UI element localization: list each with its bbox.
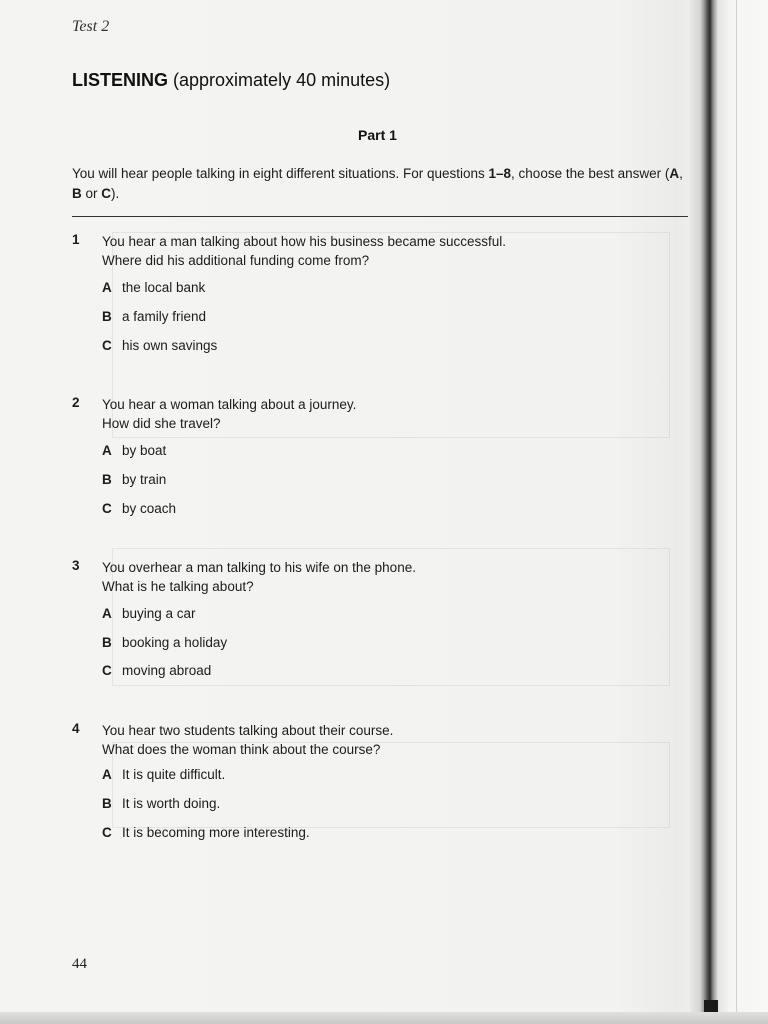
option-a[interactable] [102,767,225,782]
question-prompt-line-2: Where did his additional funding come from? [102,253,370,268]
question-number: 4 [72,721,80,736]
option-letter: B [102,309,112,324]
option-letter: C [102,825,112,840]
option-letter: C [102,663,112,678]
bottom-edge-shadow [0,1012,768,1024]
option-c[interactable] [102,663,211,678]
option-c[interactable] [102,501,176,516]
option-text: It is worth doing. [122,796,221,811]
question-prompt-line-1: You hear a woman talking about a journey. [102,397,357,412]
option-c[interactable] [102,338,217,353]
instructions-sep-2: or [81,186,102,201]
option-text: by boat [122,443,167,458]
option-text: moving abroad [122,663,212,678]
question-prompt [102,232,506,270]
question-number: 1 [72,232,80,247]
question-prompt [102,395,356,433]
option-letter: B [102,796,112,811]
question-prompt-line-1: You hear two students talking about their course. [102,723,394,738]
option-text: buying a car [122,606,196,621]
question-prompt-line-2: What is he talking about? [102,579,254,594]
instructions-option-a: A [669,166,680,181]
option-text: booking a holiday [122,635,228,650]
spine-cap [704,1000,718,1012]
instructions-sep-1: , [679,166,683,181]
running-head: Test 2 [72,18,110,35]
instructions-option-c: C [101,186,112,201]
option-a[interactable] [102,606,196,621]
section-title-main: LISTENING [72,70,169,90]
instructions-text-3: ). [111,186,120,201]
question-prompt [102,721,393,759]
instructions-range: 1–8 [488,166,512,181]
question-prompt-line-2: How did she travel? [102,416,221,431]
instructions [72,164,694,204]
option-letter: C [102,338,112,353]
option-letter: B [102,635,112,650]
option-letter: B [102,472,112,487]
question-prompt-line-1: You hear a man talking about how his business became successful. [102,234,506,249]
instructions-text-1: You will hear people talking in eight different situations. For questions [72,166,489,181]
option-letter: A [102,606,112,621]
part-title: Part 1 [358,127,397,143]
option-letter: A [102,443,112,458]
option-c[interactable] [102,825,310,840]
option-b[interactable] [102,309,206,324]
option-b[interactable] [102,796,220,811]
question-number: 3 [72,558,80,573]
instructions-text-2: , choose the best answer ( [511,166,670,181]
page-edge-line [736,0,737,1024]
option-text: by train [122,472,167,487]
option-a[interactable] [102,443,166,458]
option-text: by coach [122,501,177,516]
option-text: a family friend [122,309,207,324]
question-prompt-line-2: What does the woman think about the course? [102,742,381,757]
option-b[interactable] [102,635,227,650]
option-text: It is quite difficult. [122,767,226,782]
divider-rule [72,216,688,217]
option-letter: C [102,501,112,516]
option-b[interactable] [102,472,166,487]
book-spine-shadow [690,0,768,1024]
section-title [72,70,390,91]
option-letter: A [102,280,112,295]
section-title-duration: (approximately 40 minutes) [168,70,391,90]
question-prompt-line-1: You overhear a man talking to his wife on the phone. [102,560,416,575]
instructions-option-b: B [72,186,82,201]
option-a[interactable] [102,280,205,295]
question-number: 2 [72,395,80,410]
option-text: the local bank [122,280,206,295]
option-letter: A [102,767,112,782]
option-text: It is becoming more interesting. [122,825,310,840]
page-number: 44 [72,956,87,972]
question-prompt [102,558,416,596]
option-text: his own savings [122,338,218,353]
